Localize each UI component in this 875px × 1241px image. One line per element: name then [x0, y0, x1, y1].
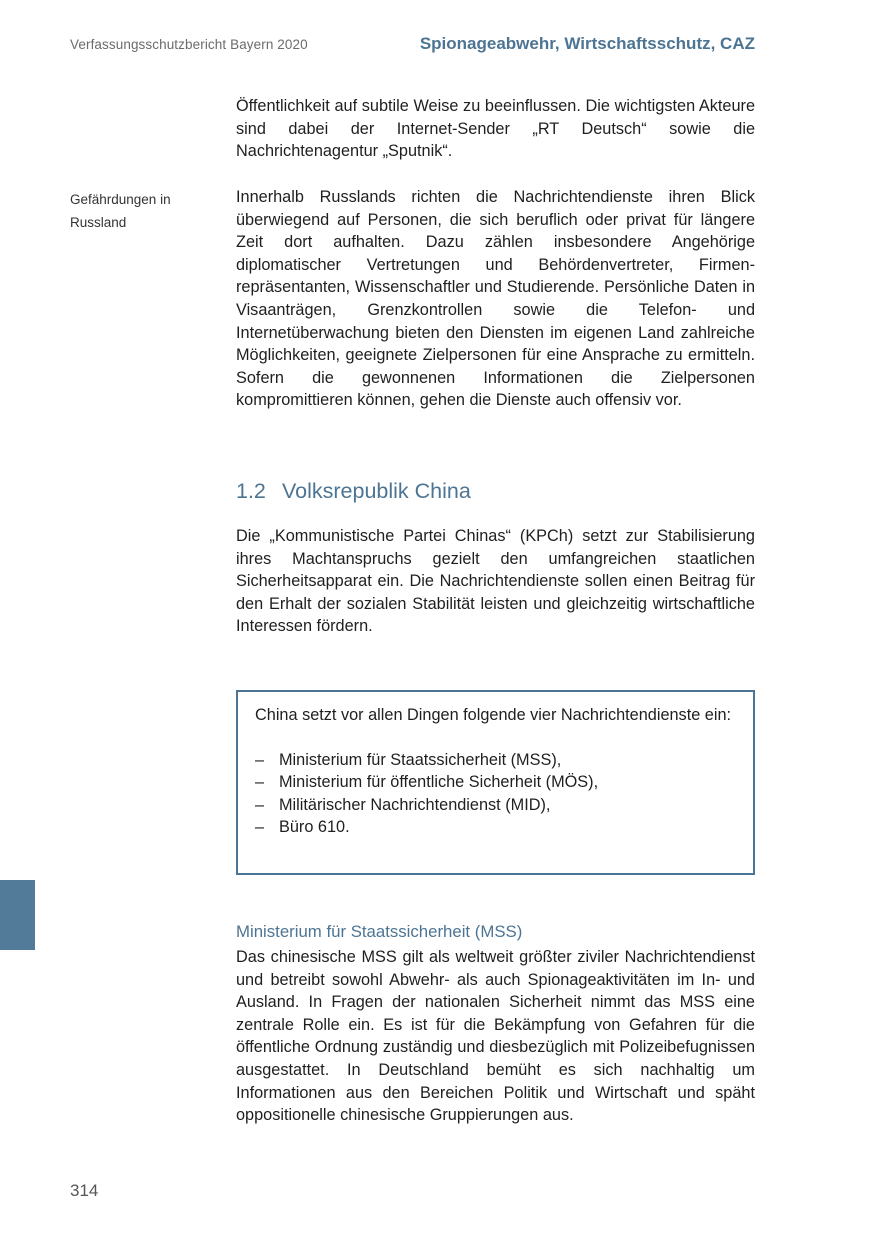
- dash-marker: –: [255, 795, 265, 814]
- list-item: [255, 816, 736, 839]
- subheading-mss: Ministerium für Staatssicherheit (MSS): [236, 922, 523, 941]
- margin-note-russia: Gefährdungen in Russland: [70, 192, 171, 230]
- info-box: [236, 690, 755, 875]
- paragraph-russia: Innerhalb Russlands richten die Nachrichtendienste ihren Blick überwiegend auf Personen, die sich beruflich oder privat für längere Zeit dort aufhalten. Dazu zählen insbesondere Angehörige diplomatischer Vertretungen und Behördenvertreter, Firmenrepräsentanten, Wissenschaftler und Studierende. Persönliche Daten in Visaanträgen, Grenzkontrollen sowie die Telefon- und Internetüberwachung bieten den Diensten im eigenen Land zahlreiche Möglichkeiten, geeignete Zielpersonen für eine Ansprache zu ermitteln. Sofern die gewonnenen Informationen die Zielpersonen kompromittieren können, gehen die Dienste auch offensiv vor.: [236, 188, 755, 410]
- section-heading: [236, 479, 471, 504]
- page-number: 314: [70, 1181, 99, 1200]
- list-item-text: Büro 610.: [279, 818, 350, 837]
- info-box-intro: China setzt vor allen Dingen folgende vier Nachrichtendienste ein:: [255, 706, 732, 724]
- paragraph-mss: Das chinesische MSS gilt als weltweit größter ziviler Nachrichtendienst und betreibt sowohl Abwehr- als auch Spionageaktivitäten im In- und Ausland. In Fragen der nationalen Sicherheit nimmt das MSS eine zentrale Rolle ein. Es ist für die Bekämpfung von Gefahren für die öffentliche Ordnung zuständig und diesbezüglich mit Polizeibefugnissen ausgestattet. In Deutschland bemüht es sich nachhaltig um Informationen aus den Bereichen Politik und Wirtschaft und späht oppositionelle chinesische Gruppierungen aus.: [236, 948, 755, 1125]
- intelligence-services-list: [255, 749, 736, 839]
- list-item-text: Militärischer Nachrichtendienst (MID),: [279, 795, 551, 814]
- list-item: [255, 794, 736, 817]
- running-header-right: Spionageabwehr, Wirtschaftsschutz, CAZ: [419, 34, 755, 53]
- dash-marker: –: [255, 750, 265, 769]
- dash-marker: –: [255, 773, 265, 792]
- dash-marker: –: [255, 818, 265, 837]
- chapter-side-tab: [0, 880, 35, 950]
- section-number: 1.2: [236, 479, 266, 503]
- list-item-text: Ministerium für öffentliche Sicherheit (MÖS),: [279, 773, 599, 792]
- running-header-left: Verfassungsschutzbericht Bayern 2020: [70, 37, 308, 52]
- paragraph-intro: Öffentlichkeit auf subtile Weise zu beeinflussen. Die wichtigsten Akteure sind dabei der Internet-Sender „RT Deutsch“ sowie die Nachrichtenagentur „Sputnik“.: [236, 97, 755, 161]
- list-item-text: Ministerium für Staatssicherheit (MSS),: [279, 750, 562, 769]
- list-item: [255, 749, 736, 772]
- paragraph-china: Die „Kommunistische Partei Chinas“ (KPCh) setzt zur Stabilisierung ihres Machtanspruchs gezielt den umfangreichen staatlichen Sicherheitsapparat ein. Die Nachrichtendienste sollen einen Beitrag für den Erhalt der sozialen Stabilität leisten und gleichzeitig wirtschaftliche Interessen fördern.: [236, 527, 755, 636]
- section-title: Volksrepublik China: [282, 479, 471, 503]
- list-item: [255, 771, 736, 794]
